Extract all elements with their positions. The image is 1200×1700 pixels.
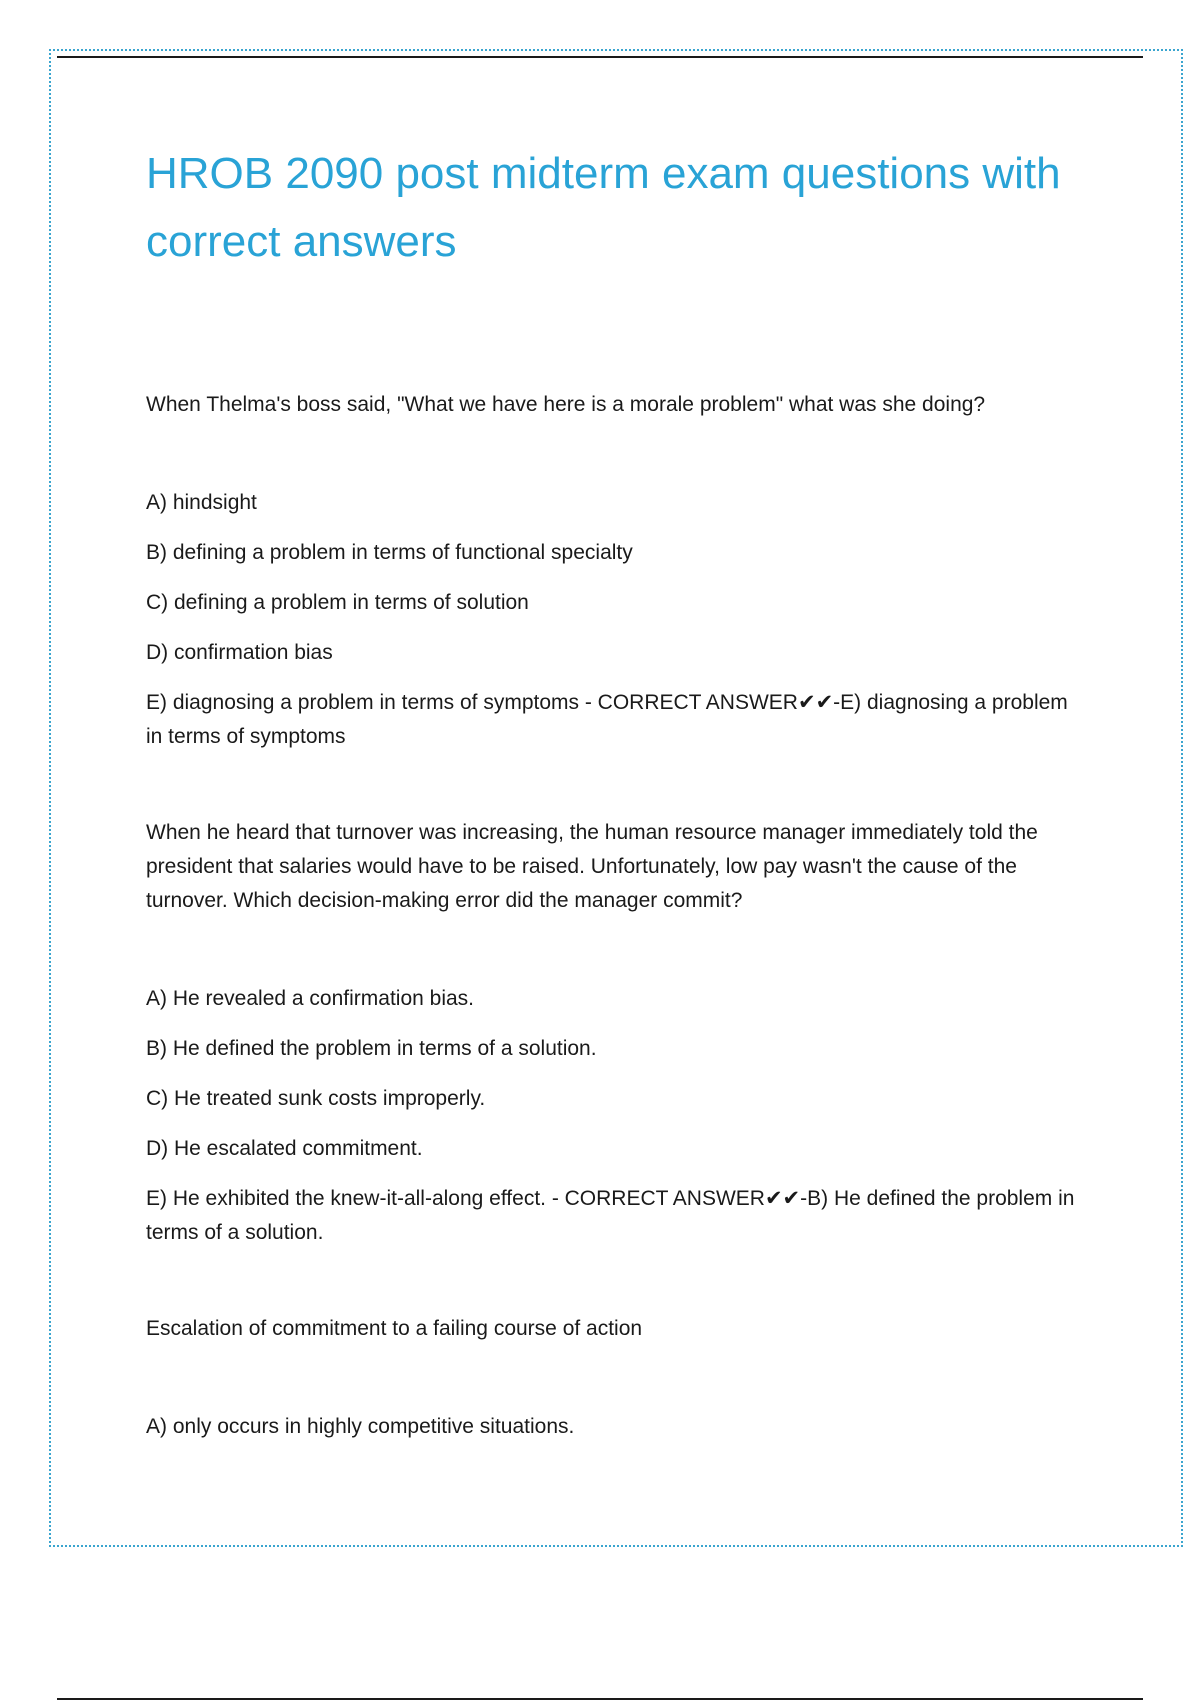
question-2-options	[146, 982, 1086, 1250]
question-2-option-d: D) He escalated commitment.	[146, 1137, 423, 1160]
question-3-options	[146, 1410, 1086, 1444]
question-3-text: Escalation of commitment to a failing course of action	[146, 1317, 643, 1340]
header-rule	[57, 56, 1143, 58]
question-1-options	[146, 486, 1086, 754]
question-1-option-a: A) hindsight	[146, 491, 257, 514]
question-3-option-a: A) only occurs in highly competitive situations.	[146, 1415, 575, 1438]
question-1-text: When Thelma's boss said, "What we have here is a morale problem" what was she doing?	[146, 393, 986, 416]
question-2-text: When he heard that turnover was increasing, the human resource manager immediately told the president that salaries would have to be raised. Unfortunately, low pay wasn't the cause of the turnover. Which decision-making error did the manager commit?	[146, 821, 1038, 912]
question-2-option-e-with-answer: E) He exhibited the knew-it-all-along effect. - CORRECT ANSWER✔✔-B) He defined the problem in terms of a solution.	[146, 1187, 1075, 1244]
document-body	[146, 140, 1086, 1444]
question-2-option-c: C) He treated sunk costs improperly.	[146, 1087, 486, 1110]
question-1-option-e-with-answer: E) diagnosing a problem in terms of symptoms - CORRECT ANSWER✔✔-E) diagnosing a problem in terms of symptoms	[146, 691, 1068, 748]
question-2-option-b: B) He defined the problem in terms of a solution.	[146, 1037, 597, 1060]
question-1-option-c: C) defining a problem in terms of solution	[146, 591, 529, 614]
question-2-option-a: A) He revealed a confirmation bias.	[146, 987, 474, 1010]
question-1-option-b: B) defining a problem in terms of functional specialty	[146, 541, 633, 564]
document-title: HROB 2090 post midterm exam questions with correct answers	[146, 149, 1061, 266]
question-1-option-d: D) confirmation bias	[146, 641, 333, 664]
